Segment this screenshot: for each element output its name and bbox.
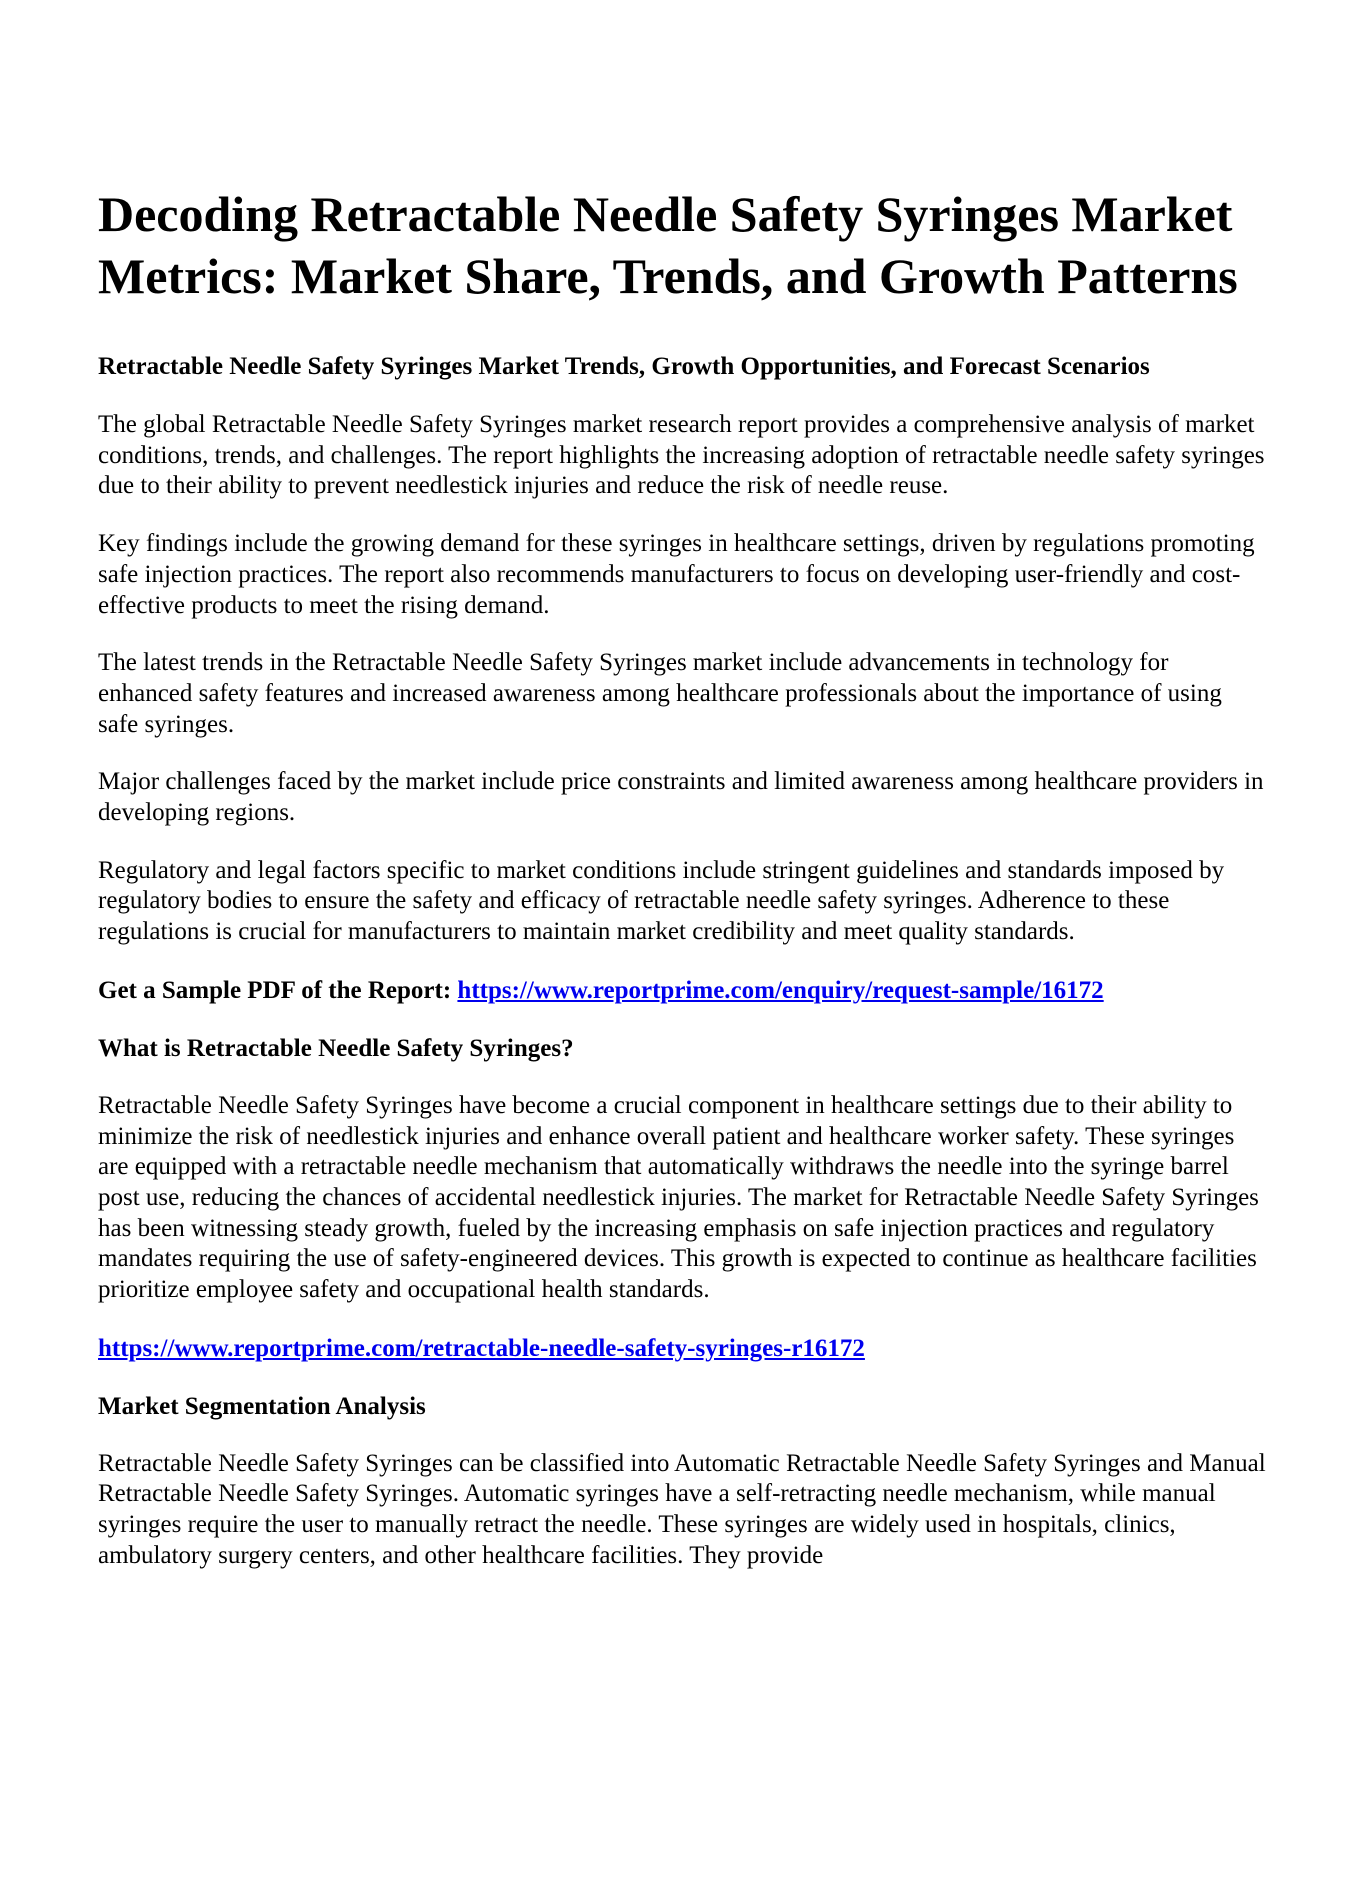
what-is-heading: What is Retractable Needle Safety Syringes? <box>98 1034 574 1062</box>
segmentation-paragraph: Retractable Needle Safety Syringes can be classified into Automatic Retractable Needle Safety Syringes and Manual Retractable Needle Safety Syringes. Automatic syringes have a self-retracting needle mechanism, while manual syringes require the user to manually retract the needle. These syringes are widely used in hospitals, clinics, ambulatory surgery centers, and other healthcare facilities. They provide <box>98 1449 1266 1569</box>
what-is-paragraph: Retractable Needle Safety Syringes have become a crucial component in healthcare settings due to their ability to minimize the risk of needlestick injuries and enhance overall patient and healthcare worker safety. These syringes are equipped with a retractable needle mechanism that automatically withdraws the needle into the syringe barrel post use, reducing the chances of accidental needlestick injuries. The market for Retractable Needle Safety Syringes has been witnessing steady growth, fueled by the increasing emphasis on safe injection practices and regulatory mandates requiring the use of safety-engineered devices. This growth is expected to continue as healthcare facilities prioritize employee safety and occupational health standards. <box>98 1091 1259 1304</box>
document-page <box>98 183 1268 1599</box>
report-link-line <box>98 1333 1268 1364</box>
intro-paragraph-1: The global Retractable Needle Safety Syringes market research report provides a comprehensive analysis of market conditions, trends, and challenges. The report highlights the increasing adoption of retractable needle safety syringes due to their ability to prevent needlestick injuries and reduce the risk of needle reuse. <box>98 411 1265 500</box>
segmentation-heading: Market Segmentation Analysis <box>98 1392 426 1420</box>
document-title: Decoding Retractable Needle Safety Syringes Market Metrics: Market Share, Trends, and Growth Patterns <box>98 186 1238 304</box>
intro-paragraph-3: The latest trends in the Retractable Needle Safety Syringes market include advancements in technology for enhanced safety features and increased awareness among healthcare professionals about the importance of using safe syringes. <box>98 649 1222 738</box>
intro-paragraph-2: Key findings include the growing demand for these syringes in healthcare settings, driven by regulations promoting safe injection practices. The report also recommends manufacturers to focus on developing user-friendly and cost-effective products to meet the rising demand. <box>98 530 1255 619</box>
sample-pdf-link[interactable]: https://www.reportprime.com/enquiry/request-sample/16172 <box>457 976 1104 1004</box>
document-subtitle: Retractable Needle Safety Syringes Market Trends, Growth Opportunities, and Forecast Scenarios <box>98 353 1150 380</box>
report-link[interactable]: https://www.reportprime.com/retractable-needle-safety-syringes-r16172 <box>98 1334 865 1362</box>
intro-paragraph-4: Major challenges faced by the market include price constraints and limited awareness among healthcare providers in developing regions. <box>98 768 1264 827</box>
sample-pdf-label: Get a Sample PDF of the Report: <box>98 976 458 1004</box>
sample-pdf-line <box>98 975 1268 1006</box>
intro-paragraph-5: Regulatory and legal factors specific to market conditions include stringent guidelines and standards imposed by regulatory bodies to ensure the safety and efficacy of retractable needle safety syringes. Adherence to these regulations is crucial for manufacturers to maintain market credibility and meet quality standards. <box>98 856 1225 946</box>
